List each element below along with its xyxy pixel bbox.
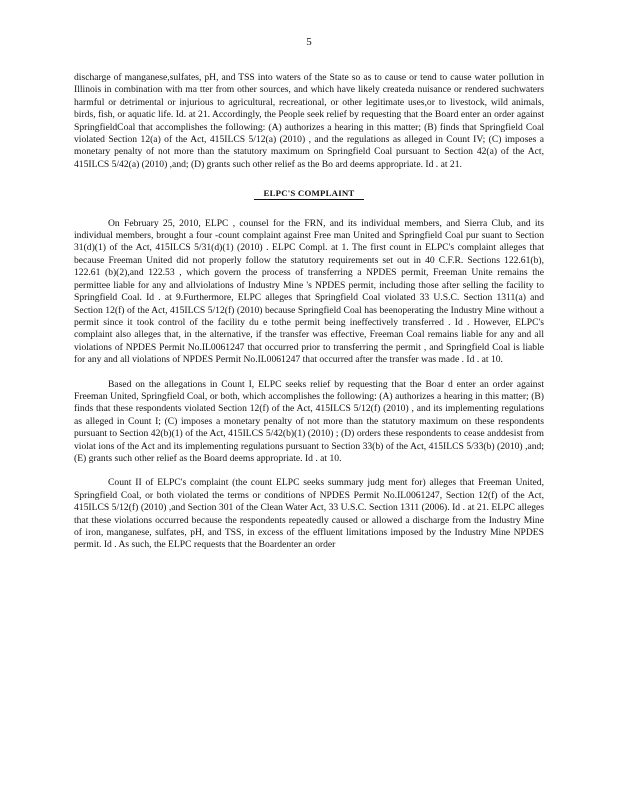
paragraph-intro: discharge of manganese,sulfates, pH, and TSS into waters of the State so as to cause or tend to cause water pollution in Illinois in combination with ma tter from other sources, and which have likely createda nuisance or rendered suchwaters harmful or detrimental or injurious to agricultural, recreational, or other legitimate uses,or to livestock, wild animals, birds, fish, or aquatic life. Id. at 21. Accordingly, the People seek relief by requesting that the Board enter an order against SpringfieldCoal that accomplishes the following: (A) authorizes a hearing in this matter; (B) finds that Springfield Coal violated Section 12(a) of the Act, 415ILCS 5/12(a) (2010) , and the regulations as alleged in Count IV; (C) imposes a monetary penalty of not more than the statutory maximum on Springfield Coal pursuant to Section 42(a) of the Act, 415ILCS 5/42(a) (2010) ,and; (D) grants such other relief as the Bo ard deems appropriate. Id . at 21. bbox=[74, 72, 544, 170]
paragraph-count-two: Count II of ELPC's complaint (the count ELPC seeks summary judg ment for) alleges that Freeman United, Springfield Coal, or both violated the terms or conditions of NPDES Permit No.IL0061247, Section 12(f) of the Act, 415ILCS 5/12(f) (2010) ,and Section 301 of the Clean Water Act, 33 U.S.C. Section 1311 (2006). Id . at 21. ELPC alleges that these violations occurred because the respondents repeatedly caused or allowed a discharge from the Industry Mine of iron, manganese, sulfates, pH, and TSS, in excess of the effluent limitations imposed by the Industry Mine NPDES permit. Id . As such, the ELPC requests that the Boardenter an order bbox=[74, 477, 544, 551]
paragraph-count-one-relief: Based on the allegations in Count I, ELPC seeks relief by requesting that the Boar d enter an order against Freeman United, Springfield Coal, or both, which accomplishes the following: (A) authorizes a hearing in this matter; (B) finds that these respondents violated Section 12(f) of the Act, 415ILCS 5/12(f) (2010) , and its implementing regulations as alleged in Count I; (C) imposes a monetary penalty of not more than the statutory maximum on these respondents pursuant to Section 42(b)(1) of the Act, 415ILCS 5/42(b)(1) (2010) ; (D) orders these respondents to cease anddesist from violat ions of the Act and its implementing regulations pursuant to Section 33(b) of the Act, 415ILCS 5/33(b) (2010) ,and; (E) grants such other relief as the Board deems appropriate. Id . at 10. bbox=[74, 378, 544, 464]
section-heading-text: ELPC'S COMPLAINT bbox=[254, 188, 365, 200]
page-body bbox=[74, 72, 544, 552]
paragraph-gap bbox=[74, 367, 544, 379]
paragraph-gap bbox=[74, 465, 544, 477]
section-heading bbox=[74, 187, 544, 199]
paragraph-elpc-complaint: On February 25, 2010, ELPC , counsel for the FRN, and its individual members, and Sierra Club, and its individual members, brought a four -count complaint against Free man United and Springfield Coal pur suant to Section 31(d)(1) of the Act, 415ILCS 5/31(d)(1) (2010) . ELPC Compl. at 1. The first count in ELPC's complaint alleges that because Freeman United did not properly follow the statutory requirements set out in 40 C.F.R. Sections 122.61(b), 122.61 (b)(2),and 122.53 , which govern the process of transferring a NPDES permit, Freeman Unite remains the permittee liable for any and allviolations of Industry Mine 's NPDES permit, including those after selling the facility to Springfield Coal. Id . at 9.Furthermore, ELPC alleges that Springfield Coal violated 33 U.S.C. Section 1311(a) and Section 12(f) of the Act, 415ILCS 5/12(f) (2010) because Springfield Coal has beenoperating the Industry Mine without a permit since it took control of the facility du e tothe permit being ineffectively transferred . Id . However, ELPC's complaint also alleges that, in the alternative, if the transfer was effective, Freeman Coal remains liable for any and all violations of NPDES Permit No.IL0061247 that occurred prior to transferring the permit , and Springfield Coal is liable for any and all violations of NPDES Permit No.IL0061247 that occurred after the transfer was made . Id . at 10. bbox=[74, 217, 544, 366]
page-number: 5 bbox=[306, 36, 312, 48]
